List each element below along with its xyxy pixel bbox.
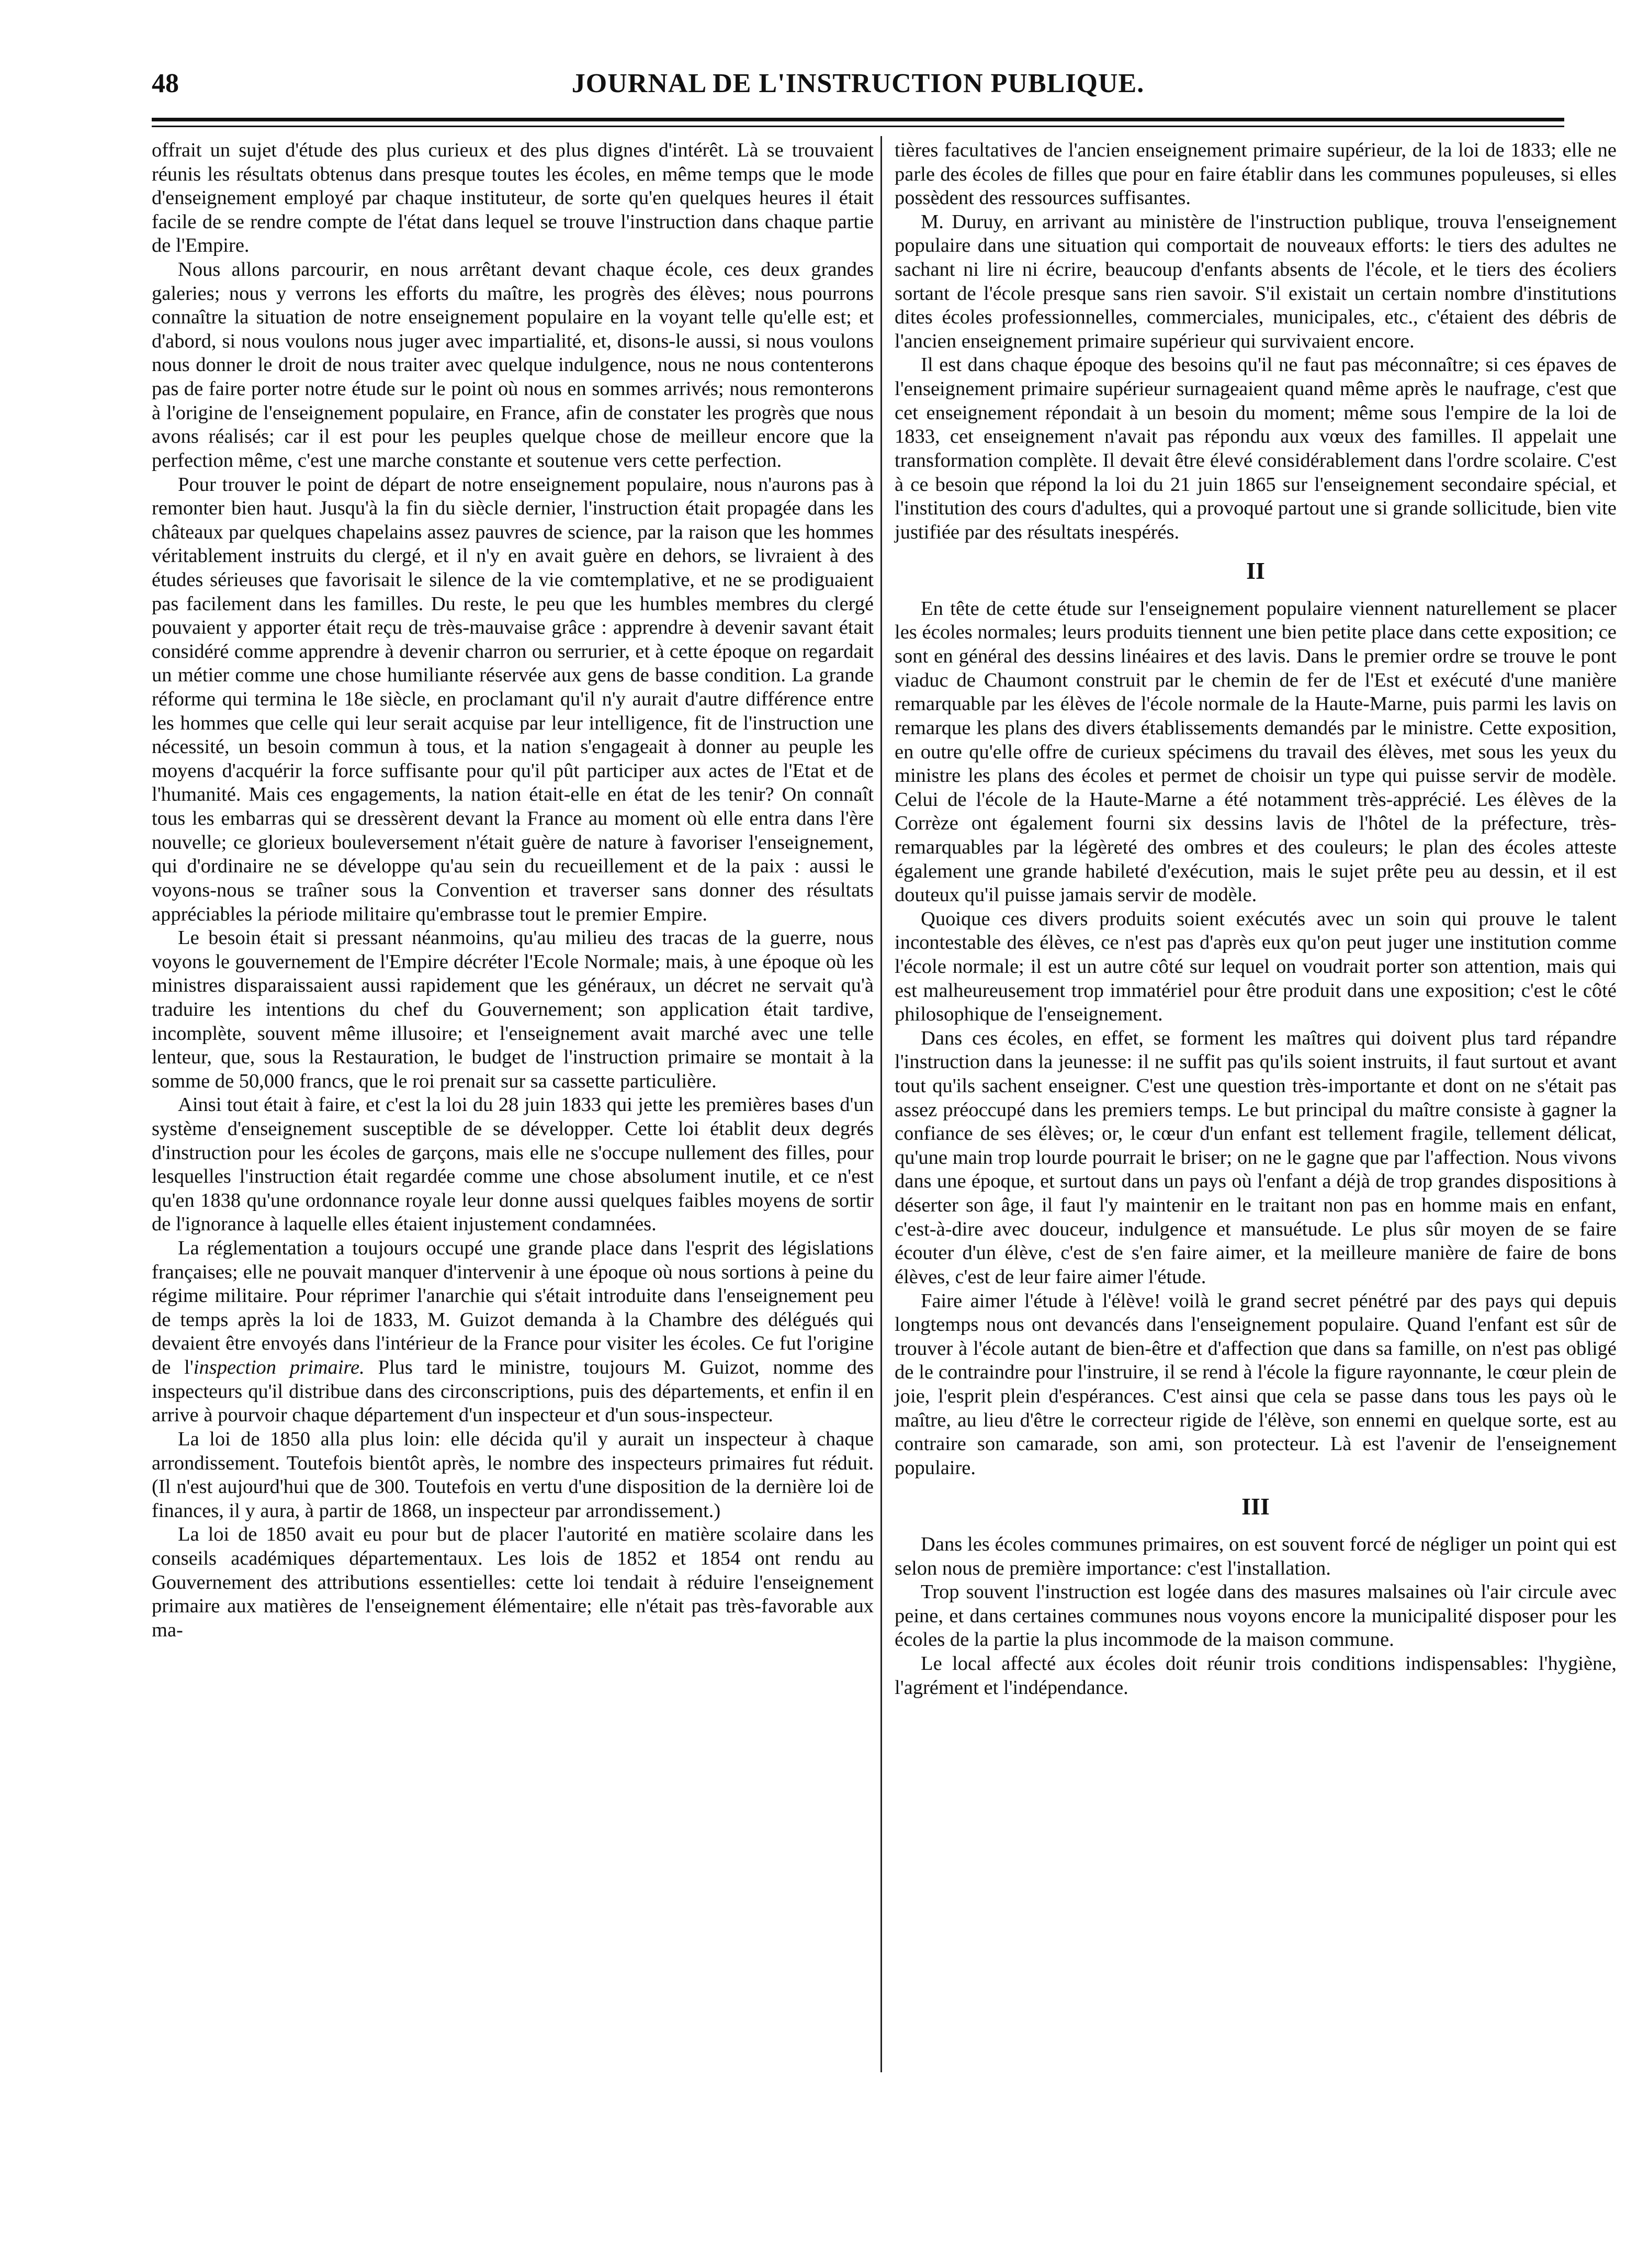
paragraph: Quoique ces divers produits soient exécutés avec un soin qui prouve le talent incontestable des élèves, ce n'est pas d'après eux qu'on peut juger une institution comme l'école normale; il est un autre côté sur lequel on voudrait porter son attention, mais qui est malheureusement trop immatériel pour être produit dans une exposition; c'est le côté philosophique de l'enseignement. [895, 907, 1617, 1026]
running-title: JOURNAL DE L'INSTRUCTION PUBLIQUE. [571, 69, 1145, 98]
paragraph: Ainsi tout était à faire, et c'est la loi du 28 juin 1833 qui jette les premières bases d'un système d'enseignement susceptible de se développer. Cette loi établit deux degrés d'instruction pour les écoles de garçons, mais elle ne s'occupe nullement des filles, pour lesquelles l'instruction était regardée comme une chose absolument inutile, et ce n'est qu'en 1838 qu'une ordonnance royale leur donne aussi quelques faibles moyens de sortir de l'ignorance à laquelle elles étaient injustement condamnées. [152, 1094, 874, 1236]
paragraph: Pour trouver le point de départ de notre enseignement populaire, nous n'aurons pas à remonter bien haut. Jusqu'à la fin du siècle dernier, l'instruction était propagée dans les châteaux par quelques chapelains assez pauvres de science, par la raison que les hommes véritablement instruits du clergé, et il n'y en avait guère en dehors, se livraient à des études sérieuses que favorisait le silence de la vie comtemplative, et ne se prodiguaient pas facilement dans les familles. Du reste, le peu que les humbles membres du clergé pouvaient y apporter était reçu de très-mauvaise grâce : apprendre à devenir savant était considéré comme apprendre à devenir charron ou serrurier, et à cette époque on regardait un métier comme une chose humiliante réservée aux gens de basse condition. La grande réforme qui termina le 18e siècle, en proclamant qu'il n'y aurait d'autre différence entre les hommes que celle qui leur serait acquise par leur intelligence, fit de l'instruction une nécessité, un besoin commun à tous, et la nation s'engageait à donner au peuple les moyens d'acquérir la force suffisante pour qu'il pût participer aux actes de l'Etat et de l'humanité. Mais ces engagements, la nation était-elle en état de les tenir? On connaît tous les embarras qui se dressèrent devant la France au moment où elle entra dans l'ère nouvelle; ce glorieux bouleversement n'était guère de nature à favoriser l'enseignement, qui d'ordinaire ne se développe qu'au sein du recueillement et de la paix : aussi le voyons-nous se traîner sous la Convention et traverser sans donner des résultats appréciables la période militaire qu'embrasse tout le premier Empire. [152, 473, 874, 925]
page-number: 48 [152, 69, 179, 98]
paragraph: La loi de 1850 avait eu pour but de placer l'autorité en matière scolaire dans les conseils académiques départementaux. Les lois de 1852 et 1854 ont rendu au Gouvernement des attributions essentielles: cette loi tendait à réduire l'enseignement primaire aux matières de l'enseignement élémentaire; elle n'était pas très-favorable aux ma- [152, 1523, 874, 1641]
paragraph-text: La réglementation a toujours occupé une grande place dans l'esprit des législations françaises; elle ne pouvait manquer d'intervenir à une époque où nous sortions à peine du régime militaire. Pour réprimer l'anarchie qui s'était introduite dans l'enseignement peu de temps après la loi de 1833, M. Guizot demanda à la Chambre des délégués qui devaient être envoyés dans l'intérieur de la France pour visiter les écoles. Ce fut l'origine de l' [152, 1237, 874, 1379]
paragraph: Trop souvent l'instruction est logée dans des masures malsaines où l'air circule avec peine, et dans certaines communes nous voyons encore la municipalité disposer pour les écoles de la partie la plus incommode de la maison commune. [895, 1581, 1617, 1651]
page-header [152, 68, 1564, 110]
header-rule-thin [152, 126, 1564, 127]
paragraph-text: Plus tard le ministre, toujours M. Guizot, nomme des inspecteurs qu'il distribue dans des circonscriptions, puis des départements, et enfin il en arrive à pourvoir chaque département d'un inspecteur et d'un sous-inspecteur. [152, 1356, 874, 1427]
paragraph: En tête de cette étude sur l'enseignement populaire viennent naturellement se placer les écoles normales; leurs produits tiennent une bien petite place dans cette exposition; ce sont en général des dessins linéaires et des lavis. Dans le premier ordre se trouve le pont viaduc de Chaumont construit par le chemin de fer de l'Est et exécuté d'une manière remarquable par les élèves de l'école normale de la Haute-Marne, puis parmi les lavis on remarque les plans des divers établissements demandés par le ministre. Cette exposition, en outre qu'elle offre de curieux spécimens du travail des élèves, met sous les yeux du ministre les plans des écoles et permet de choisir un type qui puisse servir de modèle. Celui de l'école de la Haute-Marne a été notamment très-apprécié. Les élèves de la Corrèze ont également fourni six dessins lavis de l'hôtel de la préfecture, très-remarquables par la légèreté des ombres et des couleurs; le plan des écoles atteste également une grande habileté d'exécution, mais le sujet prête peu au dessin, et il est douteux qu'il puisse jamais servir de modèle. [895, 597, 1617, 906]
paragraph [152, 1237, 874, 1428]
paragraph: M. Duruy, en arrivant au ministère de l'instruction publique, trouva l'enseignement populaire dans une situation qui comportait de nouveaux efforts: le tiers des adultes ne sachant ni lire ni écrire, beaucoup d'enfants absents de l'école, et le tiers des écoliers sortant de l'école presque sans rien savoir. S'il existait un certain nombre d'institutions dites écoles professionnelles, commerciales, municipales, etc., c'étaient des débris de l'ancien enseignement primaire supérieur qui survivaient encore. [895, 210, 1617, 352]
paragraph: Dans ces écoles, en effet, se forment les maîtres qui doivent plus tard répandre l'instruction dans la jeunesse: il ne suffit pas qu'ils soient instruits, il faut surtout et avant tout qu'ils sachent enseigner. C'est une question très-importante et dont on ne s'était pas assez préoccupé dans les premiers temps. Le but principal du maître consiste à gagner la confiance de ses élèves; or, le cœur d'un enfant est tellement fragile, tellement délicat, qu'une main trop lourde pourrait le briser; on ne le gagne que par l'affection. Nous vivons dans une époque, et surtout dans un pays où l'enfant a déjà de trop grandes dispositions à déserter son âge, il faut l'y maintenir en le traitant non pas en homme mais en enfant, c'est-à-dire avec douceur, indulgence et mansuétude. Le plus sûr moyen de se faire écouter d'un élève, c'est de s'en faire aimer, et la meilleure manière de faire de bons élèves, c'est de leur faire aimer l'étude. [895, 1027, 1617, 1288]
emphasis-text: inspection primaire. [193, 1356, 365, 1379]
paragraph: Nous allons parcourir, en nous arrêtant devant chaque école, ces deux grandes galeries; nous y verrons les efforts du maître, les progrès des élèves; nous pourrons connaître la situation de notre enseignement populaire en la voyant telle qu'elle est; et d'abord, si nous voulons nous juger avec impartialité, et, disons-le aussi, si nous voulons nous donner le droit de nous traiter avec quelque indulgence, nous ne nous contenterons pas de faire porter notre étude sur le point où nous en sommes arrivés; nous remonterons à l'origine de l'enseignement populaire, en France, afin de constater les progrès que nous avons réalisés; car il est pour les peuples quelque chose de meilleur encore que la perfection même, c'est une marche constante et soutenue vers cette perfection. [152, 259, 874, 471]
paragraph: Il est dans chaque époque des besoins qu'il ne faut pas méconnaître; si ces épaves de l'enseignement primaire supérieur surnageaient quand même après le naufrage, c'est que cet enseignement répondait à un besoin du moment; même sous l'empire de la loi de 1833, cet enseignement n'avait pas répondu aux vœux des familles. Il appelait une transformation complète. Il devait être élevé considérablement dans l'ordre scolaire. C'est à ce besoin que répond la loi du 21 juin 1865 sur l'enseignement secondaire spécial, et l'institution des cours d'adultes, qui a provoqué partout une si grande sollicitude, bien vite justifiée par des résultats inespérés. [895, 354, 1617, 543]
paragraph: offrait un sujet d'étude des plus curieux et des plus dignes d'intérêt. Là se trouvaient réunis les résultats obtenus dans presque toutes les écoles, en même temps que le mode d'enseignement employé par chaque instituteur, de sorte qu'en quelques heures il était facile de se rendre compte de l'état dans lequel se trouve l'instruction dans chaque partie de l'Empire. [152, 139, 874, 257]
paragraph: tières facultatives de l'ancien enseignement primaire supérieur, de la loi de 1833; elle ne parle des écoles de filles que pour en faire établir dans les communes populeuses, si elles possèdent des ressources suffisantes. [895, 139, 1617, 209]
left-column [152, 139, 874, 1642]
paragraph: Le local affecté aux écoles doit réunir trois conditions indispensables: l'hygiène, l'agrément et l'indépendance. [895, 1652, 1617, 1699]
right-column [895, 139, 1617, 1700]
section-heading: III [1241, 1493, 1270, 1520]
paragraph: Le besoin était si pressant néanmoins, qu'au milieu des tracas de la guerre, nous voyons le gouvernement de l'Empire décréter l'Ecole Normale; mais, à une époque où les ministres disparaissaient aussi rapidement que les généraux, un décret ne servait qu'à traduire les intentions du chef du Gouvernement; son application était tardive, incomplète, souvent même illusoire; et l'enseignement avait marché avec une telle lenteur, que, sous la Restauration, le budget de l'instruction primaire se montait à la somme de 50,000 francs, que le roi prenait sur sa cassette particulière. [152, 927, 874, 1092]
paragraph: Dans les écoles communes primaires, on est souvent forcé de négliger un point qui est selon nous de première importance: c'est l'installation. [895, 1533, 1617, 1579]
paragraph: La loi de 1850 alla plus loin: elle décida qu'il y aurait un inspecteur à chaque arrondissement. Toutefois bientôt après, le nombre des inspecteurs primaires fut réduit. (Il n'est aujourd'hui que de 300. Toutefois en vertu d'une disposition de la dernière loi de finances, il y aura, à partir de 1868, un inspecteur par arrondissement.) [152, 1428, 874, 1522]
header-rule-thick [152, 118, 1564, 121]
paragraph: Faire aimer l'étude à l'élève! voilà le grand secret pénétré par des pays qui depuis longtemps nous ont devancés dans l'enseignement populaire. Quand l'enfant est sûr de trouver à l'école autant de bien-être et d'affection que dans sa famille, on n'est pas obligé de le contraindre pour l'instruire, il se rend à l'école la figure rayonnante, le cœur plein de joie, l'esprit plein d'espérances. C'est ainsi que cela se passe dans tous les pays où le maître, au lieu d'être le correcteur rigide de l'élève, son ennemi en quelque sorte, est au contraire son camarade, son ami, son protecteur. Là est l'avenir de l'enseignement populaire. [895, 1289, 1617, 1479]
column-divider [880, 136, 882, 2072]
section-heading: II [1246, 557, 1265, 585]
